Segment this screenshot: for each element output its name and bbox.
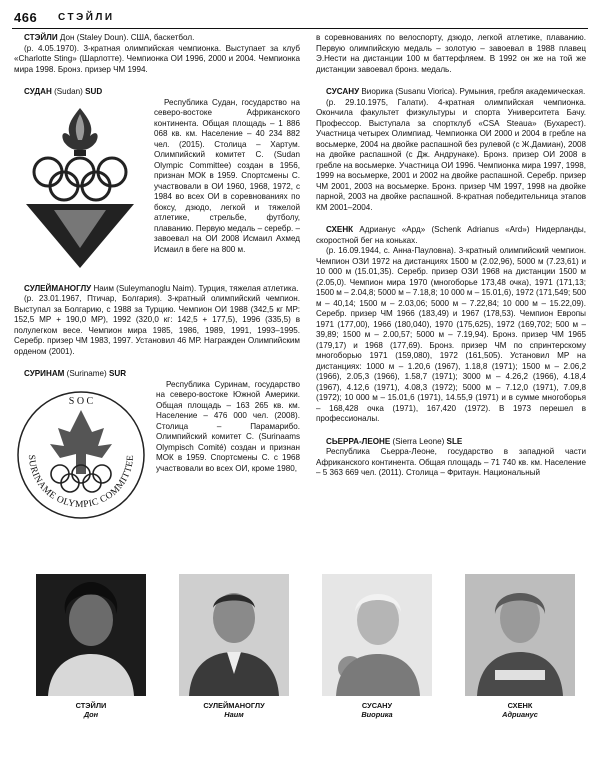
country-description: Республика Судан, государство на северо-востоке Африканского континента. Общая площадь – 1 886 068 кв. км. Население – 40 234 882 чел. (2015). Столица – Хартум. Олимпийский комитет С. (Sudan Olympic Committee) создан в 1956, признан МОК в 1959. Спортсмены С. участвовали в ОИ 1960, 1968, 1972, с 1984 во всех ОИ в соревнованиях по боксу, дзюдо, легкой и тяжелой атлетике, стрельбе, футболу, плаванию. Первую медаль – серебр. – завоевал на ОИ 2008 Исмаил Ахмед Исмаил в беге на 800 м. — [154, 97, 300, 254]
continued-text: в соревнованиях по велоспорту, дзюдо, легкой атлетике, плаванию. Первую олимпийскую медаль – золотую – завоевал в 1988 плавец Э.Нести на дистанции 100 м баттерфляем. В 1992 он же на той же дистанции завоевал бронз. медаль. — [316, 33, 586, 74]
right-column — [316, 33, 586, 479]
left-column — [14, 33, 300, 522]
entry-headword: СУЛЕЙМАНОГЛУ — [24, 283, 92, 293]
photo-strip — [36, 574, 576, 724]
caption-surname: СХЕНК — [507, 701, 533, 710]
entry-staley — [14, 33, 300, 44]
caption-given-name: Наим — [224, 710, 244, 720]
country-latin-name: (Sudan) — [51, 87, 86, 96]
caption-schenk — [455, 701, 585, 719]
page-number: 466 — [14, 10, 38, 25]
entry-bio: (р. 4.05.1970). 3-кратная олимпийская чемпионка. Выступает за клуб «Charlotte Sting» (Шарлотте). Чемпионка ОИ 1996, 2000 и 2004. Чемпионка мира 1998. Бронз. призер ЧМ 1994. — [14, 43, 300, 74]
running-head: СТЭЙЛИ — [58, 12, 115, 23]
caption-given-name: Адрианус — [502, 710, 538, 720]
emblem-ring-text: SURINAME OLYMPIC COMMITTEE — [25, 453, 137, 510]
entry-bio: (р. 16.09.1944, с. Анна-Пауловна). 3-кратный олимпийский чемпион. Чемпион ОЗИ 1972 на дистанциях 1500 м (2.02,96), 5000 м (7.23,61) и 10 000 м (15.01,35). Серебр. призер ОЗИ 1968 на дистанции 1500 м (2.05,0). Чемпион мира 1970 (многоборье 173,48 очка), 1971 (171,13; 1500 м – 2.04,8; 5000 м – 7.18,8; 10 000 м – 15.01,6), 1972 (171,549; 500 м – 40,14; 1500 м – 2.03,06; 5000 м – 7.22,84; 10 000 м – 15.22,09). Серебр. призер ЧМ 1966 (183,49) и 1967 (178,53). Чемпион Европы 1971 (177,00), 1966 (180,040), 1970 (175,625), 1972 (169,702; 500 м – 39,89; 1500 м – 2.00,57; 5000 м – 7.19,94). Бронз. призер ЧМ 1965 (179,17) и 1968 (177,69). Бронз. призер ЧМ по спринтерскому многоборью 1971 (159,080), 1972 (161,505). Установил МР на дистанциях: 1000 м – 1.20,6 (1967), 1.18,8 (1971); 1500 м – 2.06,2 (1966), 2.05,3 (1966), 1.58,7 (1971); 3000 м – 4.26,2 (1966), 4.18,4 (1967), 4.12,6 (1971), 4.08,3 (1972); 5000 м – 7.12,0 (1971), 7.09,8 (1972); 10 000 м – 15.01,6 (1971), 14.55,9 (1971) и в сумме многоборья – 168,428 очка (1971), 167,420 (1972). В 1973 перешел в профессионалы. — [316, 246, 586, 423]
photo-suleymanoglu — [179, 574, 289, 696]
entry-headword: СУДАН — [24, 87, 52, 96]
caption-given-name: Дон — [83, 710, 99, 720]
entry-headline: Виорика (Susanu Viorica). Румыния, гребля академическая. — [359, 87, 586, 96]
photo-staley — [36, 574, 146, 696]
entry-sudan — [14, 87, 300, 272]
header-rule — [12, 28, 588, 29]
country-latin-name: (Sierra Leone) — [390, 436, 447, 446]
country-description: Республика Сьерра-Леоне, государство в западной части Африканского континента. Общая площадь – 71 740 кв. км. Население – 5 363 669 чел. (2011). Столица – Фритаун. Национальный — [316, 447, 586, 477]
sudan-olympic-emblem — [14, 104, 146, 272]
country-latin-name: (Suriname) — [64, 369, 109, 378]
country-description: Республика Суринам, государство на северо-востоке Южной Америки. Общая площадь – 163 265 кв. км. Население – 476 000 чел. (2008). Столица – Парамарибо. Олимпийский комитет С. (Surinaams Olympisch Comité) создан и признан МОК в 1959. Спортсмены С. с 1968 участвовали во всех ОИ, кроме 1980, — [156, 379, 300, 473]
entry-suleymanoglu — [14, 284, 300, 295]
entry-headline: Дон (Staley Doun). США, баскетбол. — [57, 33, 195, 42]
entry-bio: (р. 23.01.1967, Птичар, Болгария). 3-кратный олимпийский чемпион. Выступал за Болгарию, с 1988 за Турцию. Чемпион ОИ 1988 (342,5 кг МР: 152,5 МР + 190,0 МР), 1992 (320,0 кг: 142,5 + 177,5), 1996 (335,5) в полулегком весе. Чемпион мира 1985, 1986, 1989, 1991, 1993–1995. Серебр. призер ЧМ 1983, 1997. Установил 46 МР. Награжден Олимпийским орденом (2001). — [14, 294, 300, 356]
photo-susanu — [322, 574, 432, 696]
entry-headline: Адрианус «Ард» (Schenk Adrianus «Ard») Нидерланды, скоростной бег на коньках. — [316, 225, 586, 245]
entry-schenk — [316, 225, 586, 246]
caption-given-name: Виорика — [361, 710, 393, 720]
entry-headword: СХЕНК — [326, 225, 354, 234]
country-code: SUR — [108, 369, 127, 378]
entry-headword: СУРИНАМ — [24, 369, 65, 378]
entry-headline: Наим (Suleymanoglu Naim). Турция, тяжелая атлетика. — [91, 283, 299, 293]
entry-headword: СТЭЙЛИ — [24, 33, 58, 42]
caption-surname: СТЭЙЛИ — [75, 701, 107, 710]
entry-sierra-leone — [316, 437, 586, 448]
entry-headword: СУСАНУ — [326, 87, 360, 96]
country-code: SLE — [446, 436, 463, 446]
caption-susanu — [312, 701, 442, 719]
entry-headword: СЬЕРРА-ЛЕОНЕ — [326, 436, 391, 446]
caption-staley — [26, 701, 156, 719]
emblem-letters: S O C — [68, 395, 94, 407]
country-code: SUD — [85, 87, 103, 96]
entry-suriname — [14, 369, 300, 522]
caption-surname: СУЛЕЙМАНОГЛУ — [203, 701, 265, 710]
entry-susanu — [316, 87, 586, 98]
caption-surname: СУСАНУ — [361, 701, 393, 710]
caption-suleymanoglu — [169, 701, 299, 719]
entry-bio: (р. 29.10.1975, Галати). 4-кратная олимпийская чемпионка. Окончила факультет физкультуры и спорта Университета Бачу. Профессор. Выступала за спортклуб «CSA Steaua» (Бухарест). Участница четырех Олимпиад. Чемпионка ОИ 2000 и 2004 в гребле на восьмерке, 2004 на двойке распашной без рулевой (с Ж.Дамиан), 2008 на двойке распашной (с Дж. Андрунаке). Бронз. призер ОИ 2008 в гребле на восьмерке. Участница ОИ 1996. Чемпионка мира 1997, 1998, 1999 на восьмерке, 2001 и 2002 на двойке распашной. Серебр. призер ЧМ 2001, 2003 на восьмерке. Бронз. призер ЧМ 1997, 1998 на двойке парной, 2003 на двойке распашной. 8-кратная победительница этапов КМ 2001–2004. — [316, 97, 586, 212]
photo-schenk — [465, 574, 575, 696]
suriname-olympic-emblem — [14, 388, 148, 522]
